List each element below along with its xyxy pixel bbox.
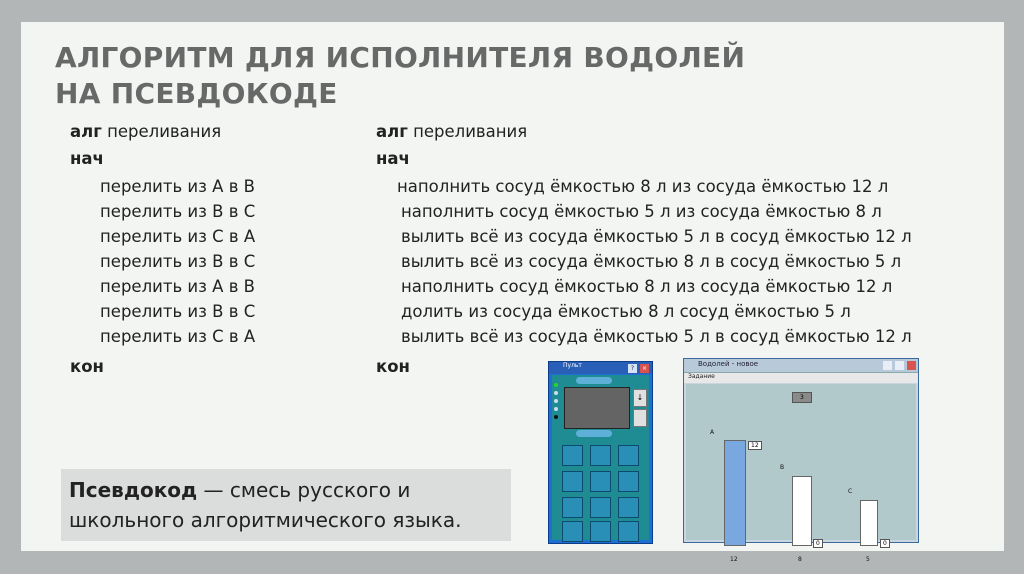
- vodoley-titlebar[interactable]: [684, 359, 918, 373]
- light-icon: [554, 383, 558, 387]
- code-line: перелить из B в C: [100, 252, 256, 271]
- vessel-a-capacity: 12: [730, 556, 738, 563]
- command-button[interactable]: [618, 521, 639, 542]
- vessel-a: [724, 440, 746, 546]
- help-button[interactable]: ?: [628, 364, 637, 373]
- command-button[interactable]: [590, 471, 611, 492]
- pult-display: [564, 387, 630, 429]
- command-button[interactable]: [590, 521, 611, 542]
- note-rest-2: школьного алгоритмического языка.: [69, 508, 462, 532]
- vessel-b: [792, 476, 812, 546]
- title-line-2: НА ПСЕВДОКОДЕ: [55, 77, 338, 110]
- code-line: перелить из A в B: [100, 277, 255, 296]
- scroll-up-button[interactable]: [576, 377, 612, 384]
- vodoley-window: [683, 358, 919, 563]
- command-button[interactable]: [562, 471, 583, 492]
- end-keyword: кон: [70, 357, 104, 376]
- title-line-1: АЛГОРИТМ ДЛЯ ИСПОЛНИТЕЛЯ ВОДОЛЕЙ: [55, 41, 746, 74]
- command-button[interactable]: [562, 445, 583, 466]
- code-line: перелить из B в C: [100, 202, 256, 221]
- target-amount: 3: [792, 392, 812, 403]
- light-icon: [554, 391, 558, 395]
- scroll-down-button[interactable]: [576, 430, 612, 437]
- alg-name: переливания: [413, 122, 528, 141]
- command-button[interactable]: [562, 521, 583, 542]
- code-line: наполнить сосуд ёмкостью 5 л из сосуда ёмкостью 8 л: [401, 202, 882, 221]
- vessel-b-name: B: [780, 464, 785, 471]
- alg-name: переливания: [107, 122, 222, 141]
- begin-keyword: нач: [376, 149, 410, 168]
- begin-keyword: нач: [70, 149, 104, 168]
- code-line: долить из сосуда ёмкостью 8 л сосуд ёмкостью 5 л: [401, 302, 851, 321]
- vessel-a-amount: 12: [748, 441, 762, 450]
- vessel-a-name: A: [710, 429, 715, 436]
- code-line: вылить всё из сосуда ёмкостью 5 л в сосуд ёмкостью 12 л: [401, 227, 912, 246]
- command-button[interactable]: [618, 497, 639, 518]
- code-line: перелить из C в A: [100, 227, 256, 246]
- alg-keyword: алг: [376, 122, 408, 141]
- code-line: вылить всё из сосуда ёмкостью 5 л в сосуд ёмкостью 12 л: [401, 327, 912, 346]
- slide-title: [55, 40, 815, 112]
- note-rest-1: — смесь русского и: [197, 478, 411, 502]
- pult-window: [548, 361, 653, 544]
- pult-titlebar[interactable]: [549, 362, 652, 374]
- vessel-b-amount: 0: [813, 539, 823, 548]
- close-button[interactable]: ×: [641, 365, 648, 372]
- code-line: перелить из A в B: [100, 177, 255, 196]
- vessel-c-capacity: 5: [866, 556, 870, 563]
- menu-task[interactable]: Задание: [688, 373, 715, 380]
- pseudocode-note: [61, 469, 511, 541]
- command-button[interactable]: [618, 445, 639, 466]
- vessel-c-name: C: [848, 488, 853, 495]
- vessel-c: [860, 500, 878, 546]
- note-bold: Псевдокод: [69, 478, 198, 502]
- command-button[interactable]: [590, 445, 611, 466]
- code-line: перелить из C в A: [100, 327, 256, 346]
- light-icon: [554, 399, 558, 403]
- note-text: [69, 475, 462, 535]
- left-alg-header: [70, 122, 221, 141]
- arrow-down-button[interactable]: ↓: [633, 389, 647, 407]
- maximize-button[interactable]: [895, 361, 904, 370]
- vodoley-menu: [684, 373, 918, 383]
- vessel-c-amount: 0: [880, 539, 890, 548]
- vessel-a-water: [725, 441, 745, 545]
- vodoley-title: Водолей - новое: [698, 360, 759, 368]
- right-alg-header: [376, 122, 527, 141]
- code-line: наполнить сосуд ёмкостью 8 л из сосуда ёмкостью 12 л: [397, 177, 889, 196]
- pult-body: [552, 375, 649, 540]
- vessels-area: [686, 384, 916, 563]
- code-line: перелить из B в C: [100, 302, 256, 321]
- slide: [21, 22, 1004, 563]
- alg-keyword: алг: [70, 122, 102, 141]
- command-button[interactable]: [618, 471, 639, 492]
- pult-title: Пульт: [563, 362, 582, 369]
- code-line: наполнить сосуд ёмкостью 8 л из сосуда ёмкостью 12 л: [401, 277, 893, 296]
- vessel-b-capacity: 8: [798, 556, 802, 563]
- indicator-lights: [554, 383, 558, 423]
- light-icon: [554, 415, 558, 419]
- command-button[interactable]: [562, 497, 583, 518]
- code-line: вылить всё из сосуда ёмкостью 8 л в сосуд ёмкостью 5 л: [401, 252, 902, 271]
- clear-button[interactable]: [633, 409, 647, 427]
- command-button[interactable]: [590, 497, 611, 518]
- end-keyword: кон: [376, 357, 410, 376]
- minimize-button[interactable]: [883, 361, 892, 370]
- light-icon: [554, 407, 558, 411]
- close-button[interactable]: [907, 361, 916, 370]
